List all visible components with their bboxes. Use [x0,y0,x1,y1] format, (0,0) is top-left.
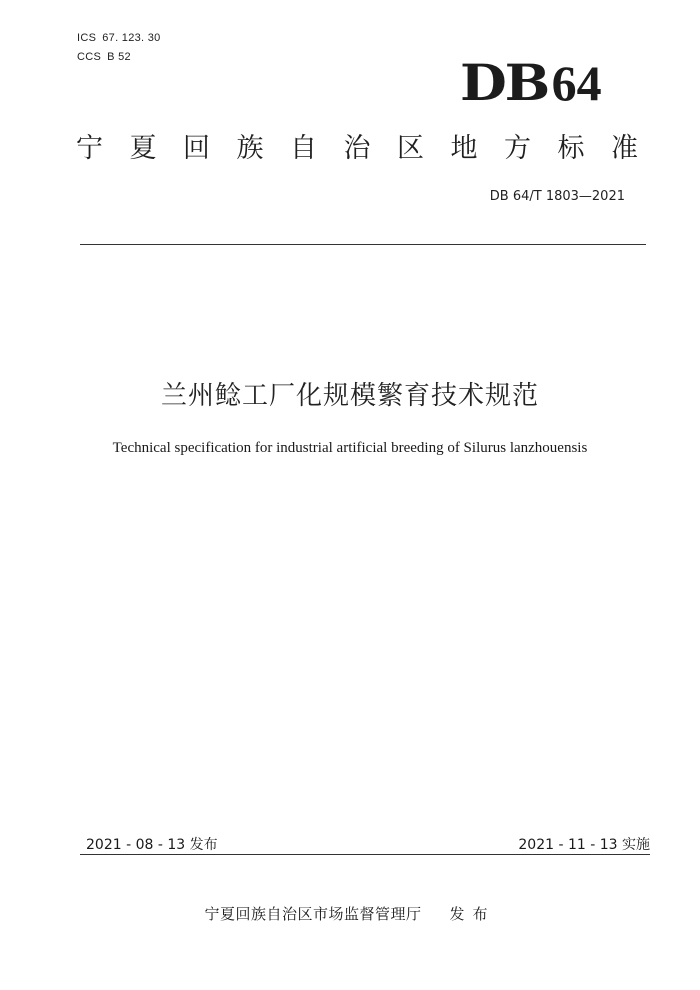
db-logo-number: 64 [551,55,602,111]
heading-char: 回 [183,133,210,164]
heading-char: 标 [557,133,585,164]
bottom-divider [80,854,650,855]
ics-label: ICS [77,32,97,44]
ccs-classification [77,51,137,63]
implementation-date: 2021 - 11 - 13 实施 [518,837,650,853]
db-logo-letters: DB [460,53,549,112]
issue-date: 2021 - 08 - 13 发布 [86,837,218,853]
heading-char: 区 [397,133,424,164]
publisher-name: 宁夏回族自治区市场监督管理厅 [204,905,422,923]
heading-char: 方 [504,133,531,164]
ics-code: 67. 123. 30 [102,32,161,44]
publisher-line [0,903,700,924]
heading-char: 准 [611,133,638,164]
document-title-english: Technical specification for industrial artificial breeding of Silurus lanzhouensis [112,440,588,456]
heading-char: 自 [290,133,317,164]
ccs-code: B 52 [107,51,131,63]
heading-char: 宁 [76,133,103,164]
document-title-chinese: 兰州鲶工厂化规模繁育技术规范 [160,381,539,411]
ics-classification [77,32,167,44]
heading-char: 治 [343,133,371,164]
db64-logo [460,53,602,112]
heading-char: 族 [236,133,264,164]
standard-type-heading [0,131,700,167]
heading-char: 夏 [129,133,157,164]
top-divider [80,244,646,245]
ccs-label: CCS [77,51,102,63]
publisher-action: 发布 [449,905,496,923]
standard-code: DB 64/T 1803—2021 [489,189,625,204]
heading-char: 地 [450,133,478,164]
